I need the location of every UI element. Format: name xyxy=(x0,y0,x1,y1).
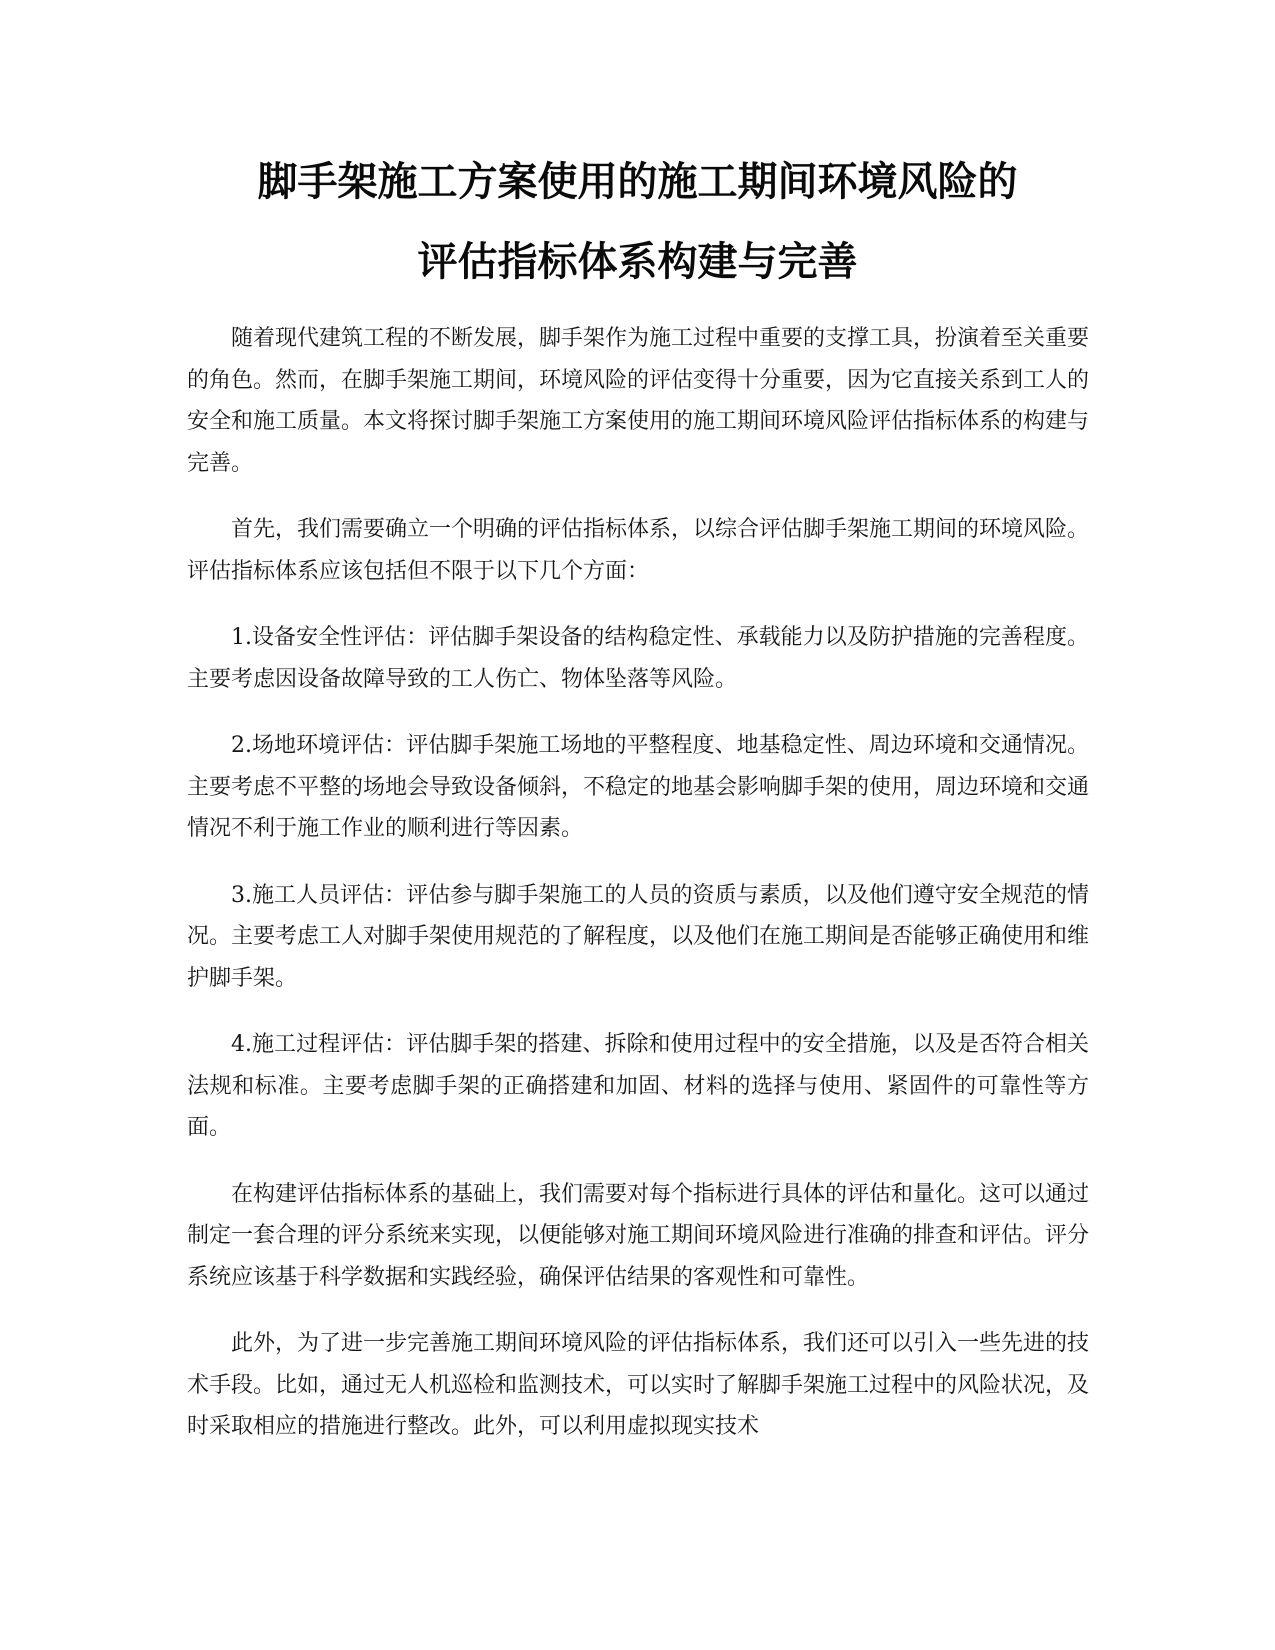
paragraph-site-environment: 2.场地环境评估：评估脚手架施工场地的平整程度、地基稳定性、周边环境和交通情况。主要考虑不平整的场地会导致设备倾斜，不稳定的地基会影响脚手架的使用，周边环境和交通情况不利于施工作业的顺利进行等因素。 xyxy=(187,733,1090,841)
paragraph-intro: 随着现代建筑工程的不断发展，脚手架作为施工过程中重要的支撑工具，扮演着至关重要的角色。然而，在脚手架施工期间，环境风险的评估变得十分重要，因为它直接关系到工人的安全和施工质量。本文将探讨脚手架施工方案使用的施工期间环境风险评估指标体系的构建与完善。 xyxy=(187,326,1090,476)
paragraph-scoring-system: 在构建评估指标体系的基础上，我们需要对每个指标进行具体的评估和量化。这可以通过制定一套合理的评分系统来实现，以便能够对施工期间环境风险进行准确的排查和评估。评分系统应该基于科学数据和实践经验，确保评估结果的客观性和可靠性。 xyxy=(187,1181,1090,1290)
paragraph-personnel: 3.施工人员评估：评估参与脚手架施工的人员的资质与素质，以及他们遵守安全规范的情况。主要考虑工人对脚手架使用规范的了解程度，以及他们在施工期间是否能够正确使用和维护脚手架。 xyxy=(187,882,1090,991)
paragraph-equipment-safety: 1.设备安全性评估：评估脚手架设备的结构稳定性、承载能力以及防护措施的完善程度。主要考虑因设备故障导致的工人伤亡、物体坠落等风险。 xyxy=(187,625,1089,692)
title-line-1: 脚手架施工方案使用的施工期间环境风险的 xyxy=(257,159,1018,205)
title-line-2: 评估指标体系构建与完善 xyxy=(417,239,858,285)
paragraph-indicator-system: 首先，我们需要确立一个明确的评估指标体系，以综合评估脚手架施工期间的环境风险。评估指标体系应该包括但不限于以下几个方面： xyxy=(187,517,1090,584)
document-title xyxy=(150,142,1125,302)
document-body xyxy=(187,318,1089,1473)
paragraph-process: 4.施工过程评估：评估脚手架的搭建、拆除和使用过程中的安全措施，以及是否符合相关法规和标准。主要考虑脚手架的正确搭建和加固、材料的选择与使用、紧固件的可靠性等方面。 xyxy=(187,1032,1089,1140)
paragraph-advanced-technology: 此外，为了进一步完善施工期间环境风险的评估指标体系，我们还可以引入一些先进的技术手段。比如，通过无人机巡检和监测技术，可以实时了解脚手架施工过程中的风险状况，及时采取相应的措施进行整改。此外，可以利用虚拟现实技术 xyxy=(187,1331,1090,1439)
